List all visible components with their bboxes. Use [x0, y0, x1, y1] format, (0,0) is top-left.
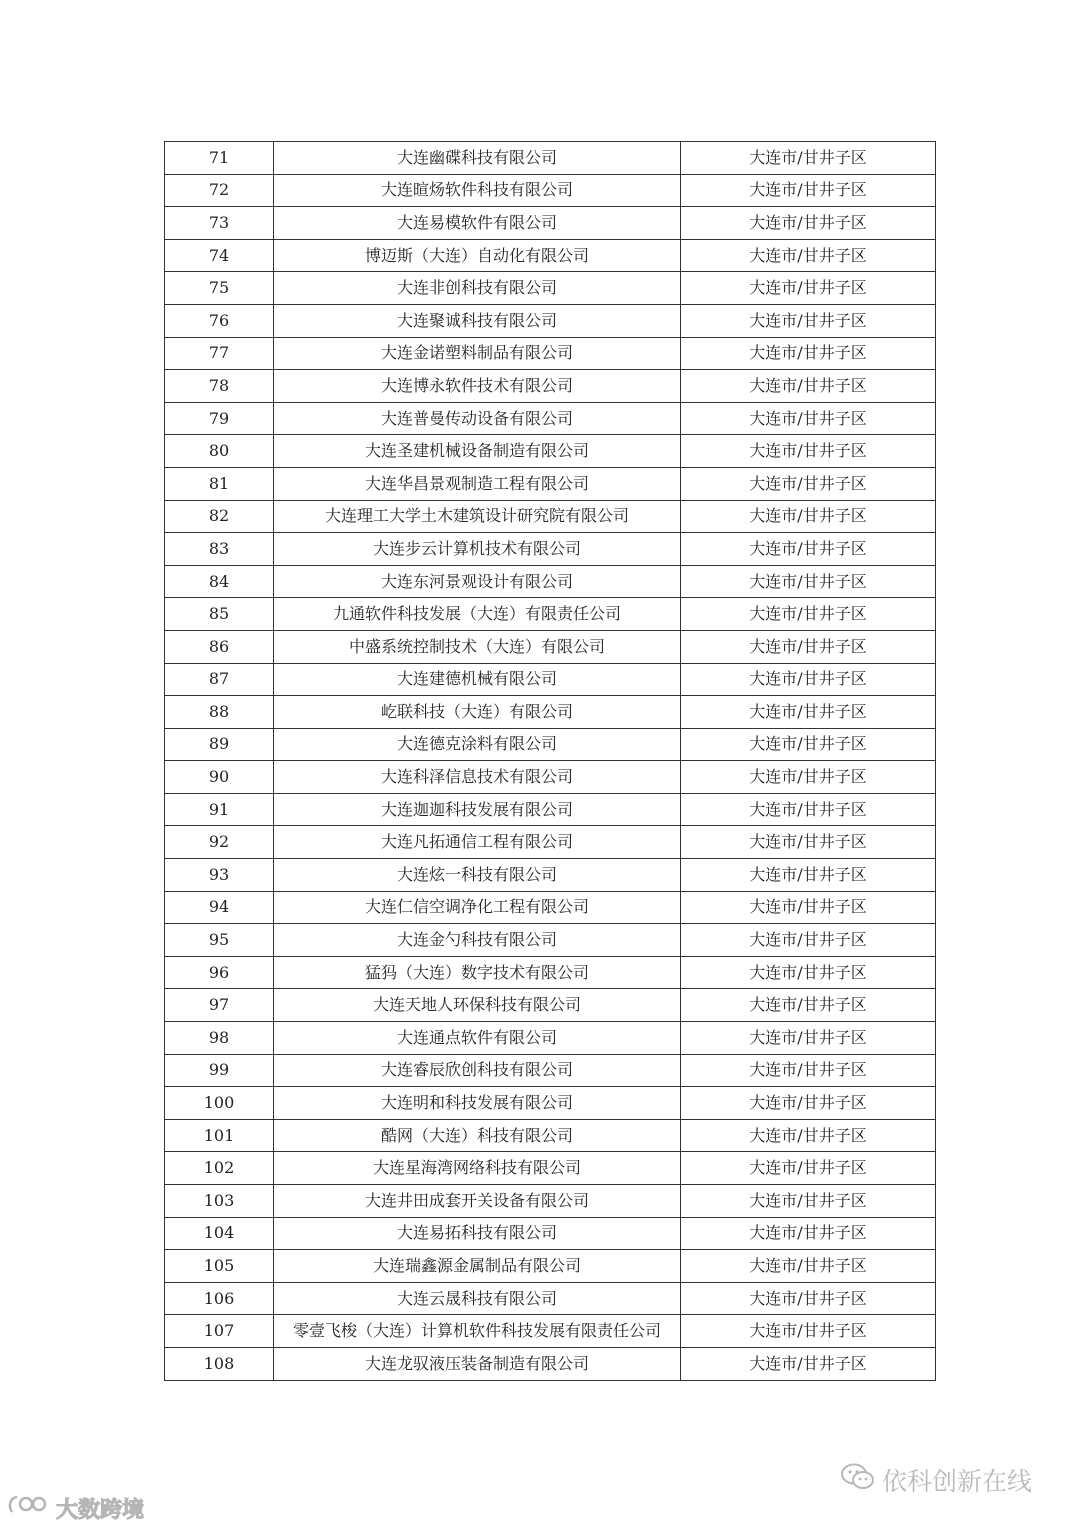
table-row	[165, 272, 936, 305]
company-name-cell: 酷网（大连）科技有限公司	[274, 1119, 681, 1152]
table-row	[165, 402, 936, 435]
table-row	[165, 1185, 936, 1218]
row-number-cell: 77	[165, 337, 274, 370]
region-cell: 大连市/甘井子区	[681, 956, 936, 989]
region-cell: 大连市/甘井子区	[681, 239, 936, 272]
region-cell: 大连市/甘井子区	[681, 989, 936, 1022]
row-number-cell: 86	[165, 630, 274, 663]
row-number-cell: 81	[165, 467, 274, 500]
row-number-cell: 76	[165, 304, 274, 337]
region-cell: 大连市/甘井子区	[681, 1185, 936, 1218]
row-number-cell: 92	[165, 826, 274, 859]
table-row	[165, 435, 936, 468]
region-cell: 大连市/甘井子区	[681, 565, 936, 598]
table-row	[165, 337, 936, 370]
table-row	[165, 1250, 936, 1283]
row-number-cell: 83	[165, 533, 274, 566]
region-cell: 大连市/甘井子区	[681, 467, 936, 500]
row-number-cell: 85	[165, 598, 274, 631]
company-name-cell: 大连瑞鑫源金属制品有限公司	[274, 1250, 681, 1283]
table-row	[165, 696, 936, 729]
table-row	[165, 1022, 936, 1055]
table-row	[165, 728, 936, 761]
company-name-cell: 大连龙驭液压装备制造有限公司	[274, 1347, 681, 1380]
region-cell: 大连市/甘井子区	[681, 304, 936, 337]
row-number-cell: 97	[165, 989, 274, 1022]
table-row	[165, 370, 936, 403]
row-number-cell: 104	[165, 1217, 274, 1250]
company-name-cell: 九通软件科技发展（大连）有限责任公司	[274, 598, 681, 631]
company-name-cell: 博迈斯（大连）自动化有限公司	[274, 239, 681, 272]
table-row	[165, 207, 936, 240]
region-cell: 大连市/甘井子区	[681, 1282, 936, 1315]
company-name-cell: 大连易模软件有限公司	[274, 207, 681, 240]
company-name-cell: 大连科泽信息技术有限公司	[274, 761, 681, 794]
row-number-cell: 103	[165, 1185, 274, 1218]
table-row	[165, 1152, 936, 1185]
table-row	[165, 304, 936, 337]
row-number-cell: 72	[165, 174, 274, 207]
company-name-cell: 猛犸（大连）数字技术有限公司	[274, 956, 681, 989]
table-row	[165, 1087, 936, 1120]
row-number-cell: 80	[165, 435, 274, 468]
region-cell: 大连市/甘井子区	[681, 663, 936, 696]
wechat-watermark	[840, 1460, 1032, 1500]
region-cell: 大连市/甘井子区	[681, 207, 936, 240]
row-number-cell: 79	[165, 402, 274, 435]
region-cell: 大连市/甘井子区	[681, 1217, 936, 1250]
company-name-cell: 大连步云计算机技术有限公司	[274, 533, 681, 566]
region-cell: 大连市/甘井子区	[681, 598, 936, 631]
region-cell: 大连市/甘井子区	[681, 174, 936, 207]
table-row	[165, 1282, 936, 1315]
table-row	[165, 1054, 936, 1087]
table-row	[165, 924, 936, 957]
company-name-cell: 大连金诺塑料制品有限公司	[274, 337, 681, 370]
table-row	[165, 1119, 936, 1152]
brand-watermark	[6, 1492, 144, 1524]
company-name-cell: 大连暄炀软件科技有限公司	[274, 174, 681, 207]
table-row	[165, 239, 936, 272]
region-cell: 大连市/甘井子区	[681, 1119, 936, 1152]
region-cell: 大连市/甘井子区	[681, 1315, 936, 1348]
company-name-cell: 大连炫一科技有限公司	[274, 859, 681, 892]
row-number-cell: 100	[165, 1087, 274, 1120]
table-row	[165, 1315, 936, 1348]
company-name-cell: 大连聚诚科技有限公司	[274, 304, 681, 337]
wechat-watermark-text: 依科创新在线	[882, 1467, 1033, 1496]
region-cell: 大连市/甘井子区	[681, 696, 936, 729]
region-cell: 大连市/甘井子区	[681, 793, 936, 826]
logo-icon	[6, 1492, 52, 1524]
brand-watermark-text: 大数跨境	[56, 1497, 145, 1523]
company-name-cell: 大连云晟科技有限公司	[274, 1282, 681, 1315]
table-row	[165, 826, 936, 859]
table-row	[165, 761, 936, 794]
row-number-cell: 84	[165, 565, 274, 598]
region-cell: 大连市/甘井子区	[681, 1022, 936, 1055]
company-name-cell: 大连普曼传动设备有限公司	[274, 402, 681, 435]
region-cell: 大连市/甘井子区	[681, 1152, 936, 1185]
table-row	[165, 891, 936, 924]
region-cell: 大连市/甘井子区	[681, 1347, 936, 1380]
company-name-cell: 大连睿辰欣创科技有限公司	[274, 1054, 681, 1087]
region-cell: 大连市/甘井子区	[681, 891, 936, 924]
table-row	[165, 174, 936, 207]
table-row	[165, 1217, 936, 1250]
region-cell: 大连市/甘井子区	[681, 1250, 936, 1283]
company-name-cell: 大连仁信空调净化工程有限公司	[274, 891, 681, 924]
row-number-cell: 95	[165, 924, 274, 957]
row-number-cell: 91	[165, 793, 274, 826]
row-number-cell: 82	[165, 500, 274, 533]
row-number-cell: 98	[165, 1022, 274, 1055]
company-name-cell: 大连通点软件有限公司	[274, 1022, 681, 1055]
row-number-cell: 93	[165, 859, 274, 892]
row-number-cell: 96	[165, 956, 274, 989]
region-cell: 大连市/甘井子区	[681, 533, 936, 566]
company-name-cell: 零壹飞梭（大连）计算机软件科技发展有限责任公司	[274, 1315, 681, 1348]
company-name-cell: 中盛系统控制技术（大连）有限公司	[274, 630, 681, 663]
table-row	[165, 598, 936, 631]
row-number-cell: 89	[165, 728, 274, 761]
region-cell: 大连市/甘井子区	[681, 435, 936, 468]
row-number-cell: 107	[165, 1315, 274, 1348]
row-number-cell: 78	[165, 370, 274, 403]
region-cell: 大连市/甘井子区	[681, 142, 936, 175]
company-name-cell: 屹联科技（大连）有限公司	[274, 696, 681, 729]
table-row	[165, 533, 936, 566]
row-number-cell: 94	[165, 891, 274, 924]
row-number-cell: 71	[165, 142, 274, 175]
company-name-cell: 大连非创科技有限公司	[274, 272, 681, 305]
region-cell: 大连市/甘井子区	[681, 826, 936, 859]
row-number-cell: 99	[165, 1054, 274, 1087]
company-name-cell: 大连东河景观设计有限公司	[274, 565, 681, 598]
table-row	[165, 467, 936, 500]
company-name-cell: 大连华昌景观制造工程有限公司	[274, 467, 681, 500]
row-number-cell: 75	[165, 272, 274, 305]
table-row	[165, 989, 936, 1022]
company-name-cell: 大连圣建机械设备制造有限公司	[274, 435, 681, 468]
region-cell: 大连市/甘井子区	[681, 500, 936, 533]
table-row	[165, 956, 936, 989]
company-name-cell: 大连井田成套开关设备有限公司	[274, 1185, 681, 1218]
table-row	[165, 663, 936, 696]
table-row	[165, 500, 936, 533]
company-list-table	[164, 141, 936, 1381]
region-cell: 大连市/甘井子区	[681, 630, 936, 663]
company-name-cell: 大连明和科技发展有限公司	[274, 1087, 681, 1120]
region-cell: 大连市/甘井子区	[681, 370, 936, 403]
company-name-cell: 大连幽碟科技有限公司	[274, 142, 681, 175]
row-number-cell: 106	[165, 1282, 274, 1315]
row-number-cell: 73	[165, 207, 274, 240]
row-number-cell: 108	[165, 1347, 274, 1380]
company-name-cell: 大连天地人环保科技有限公司	[274, 989, 681, 1022]
region-cell: 大连市/甘井子区	[681, 728, 936, 761]
wechat-icon	[840, 1462, 876, 1498]
company-name-cell: 大连凡拓通信工程有限公司	[274, 826, 681, 859]
table-row	[165, 1347, 936, 1380]
region-cell: 大连市/甘井子区	[681, 761, 936, 794]
row-number-cell: 88	[165, 696, 274, 729]
row-number-cell: 74	[165, 239, 274, 272]
company-name-cell: 大连建德机械有限公司	[274, 663, 681, 696]
region-cell: 大连市/甘井子区	[681, 924, 936, 957]
region-cell: 大连市/甘井子区	[681, 1054, 936, 1087]
company-name-cell: 大连迦迦科技发展有限公司	[274, 793, 681, 826]
region-cell: 大连市/甘井子区	[681, 337, 936, 370]
table-row	[165, 793, 936, 826]
company-name-cell: 大连易拓科技有限公司	[274, 1217, 681, 1250]
row-number-cell: 90	[165, 761, 274, 794]
company-name-cell: 大连德克涂料有限公司	[274, 728, 681, 761]
row-number-cell: 87	[165, 663, 274, 696]
table-row	[165, 859, 936, 892]
region-cell: 大连市/甘井子区	[681, 859, 936, 892]
company-name-cell: 大连星海湾网络科技有限公司	[274, 1152, 681, 1185]
row-number-cell: 105	[165, 1250, 274, 1283]
table-body	[165, 142, 936, 1381]
company-name-cell: 大连理工大学土木建筑设计研究院有限公司	[274, 500, 681, 533]
table-row	[165, 142, 936, 175]
row-number-cell: 101	[165, 1119, 274, 1152]
row-number-cell: 102	[165, 1152, 274, 1185]
region-cell: 大连市/甘井子区	[681, 272, 936, 305]
company-name-cell: 大连博永软件技术有限公司	[274, 370, 681, 403]
table-row	[165, 565, 936, 598]
company-name-cell: 大连金勺科技有限公司	[274, 924, 681, 957]
region-cell: 大连市/甘井子区	[681, 1087, 936, 1120]
region-cell: 大连市/甘井子区	[681, 402, 936, 435]
table-row	[165, 630, 936, 663]
